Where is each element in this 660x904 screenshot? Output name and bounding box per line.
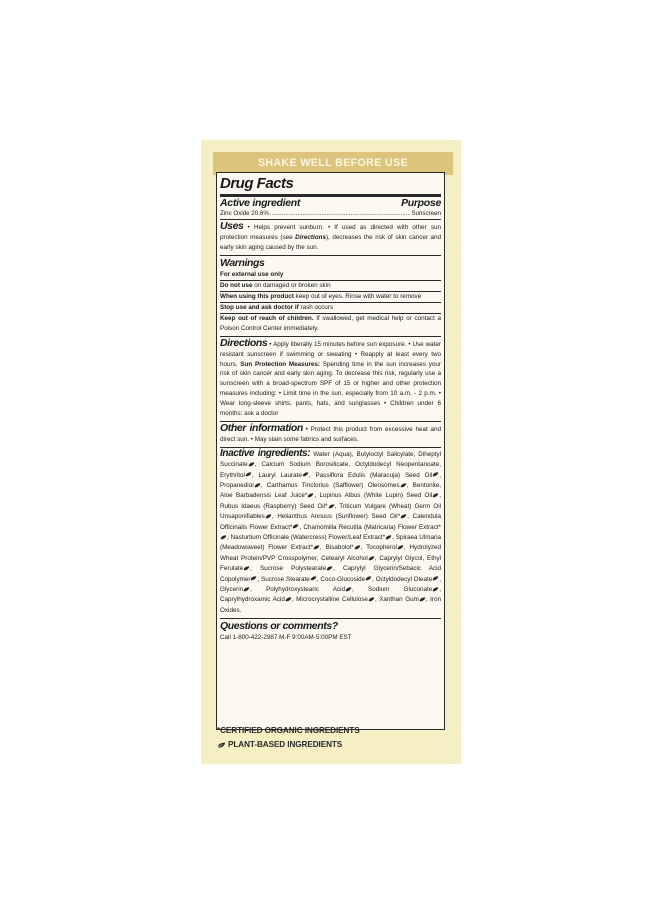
inactive-ingredient: Sucrose Polystearate [259,565,327,573]
package-panel [201,140,461,764]
leaf-icon [265,514,272,519]
inactive-ingredient: Calendula Officinalis Flower Extract* [220,513,442,531]
leaf-icon [368,556,375,561]
inactive-ingredient: Caprylyl Glycol, Ethyl Ferulate [220,554,441,573]
inactive-ingredient: Lupinus Albus (White Lupin) Seed Oil [319,492,433,500]
inactive-separator: , [392,534,396,542]
warning-stop-label: Stop use and ask doctor if [220,303,299,311]
leaf-icon [254,483,261,488]
other-information-section [220,422,441,448]
inactive-separator: , [334,502,340,510]
inactive-ingredient: Lauryl Laurate [258,471,302,479]
directions-text-1: • Apply liberally 15 minutes before sun exposure. • Use water resistant sunscreen if swimming or sweating • Reapply at least every two hours. [220,340,441,368]
inactive-separator: , [333,565,343,573]
active-ingredient-heading: Active ingredient [220,197,301,209]
inactive-ingredient: Carthamus Tinctorius (Safflower) Oleosomes [266,482,400,489]
active-ingredient-line [220,210,441,220]
questions-phone: Call 1-800-422-2987 M-F 9:00AM-5:00PM EST [220,634,352,642]
directions-heading: Directions [220,336,268,349]
footnote-plant-text: PLANT-BASED INGREDIENTS [228,740,343,749]
inactive-separator: , [407,513,413,521]
leaf-icon [248,462,255,467]
inactive-separator: , [260,482,267,489]
active-ingredient-name: Zinc Oxide 20.6% [220,210,269,217]
inactive-ingredient: Calcium Sodium Borosilicate, Octyldodecyl Neopentanoate, Erythritol [220,461,441,479]
warning-do-not-label: Do not use [220,281,253,289]
uses-directions-ref: Directions [295,233,326,241]
inactive-separator: , [352,586,368,594]
inactive-ingredient: Sodium Gluconate [368,586,433,594]
footnote-organic-text: *CERTIFIED ORGANIC INGREDIENTS [217,726,360,735]
leaf-icon [310,576,317,581]
footnote-organic [217,724,360,738]
inactive-ingredient: Triticum Vulgare (Wheat) Germ Oil Unsaponifiables [220,502,441,521]
inactive-separator: , [254,461,262,469]
inactive-ingredient: Polyhydroxystearic Acid [266,586,346,594]
inactive-separator: , [439,492,442,500]
inactive-separator: , [439,575,441,583]
inactive-ingredient: Chamomilla Recutita (Matricaria) Flower Extract* [303,523,441,531]
other-information-text: • Protect this product from excessive heat and direct sun. • May stain some fabrics and surfaces. [220,425,441,443]
directions-text-2: Spending time in the sun increases your risk of skin cancer and early skin aging. To decrease this risk, regularly use a sunscreen with a broad-spectrum SPF of 15 or higher and other protection measures including: • Limit time in the sun, especially from 10 a.m. - 2 p.m. • Wear long-sleeve shirts, pants, hats, and sunglasses • Children under 6 months: ask a doctor [220,360,441,418]
warning-when-label: When using this product [220,292,294,300]
other-information-heading: Other information [220,421,303,434]
ingredient-footnotes [217,724,360,752]
inactive-ingredient: Bisabolol* [325,544,354,552]
leaf-icon [345,587,352,592]
inactive-ingredient: Water (Aqua), Butyloctyl Salicylate, Diheptyl Succinate [220,450,441,469]
inactive-separator: , [314,492,320,500]
inactive-ingredient: Glycerin [220,586,244,594]
leaf-icon [217,742,226,749]
leaf-icon [368,597,375,602]
leaf-icon [400,483,407,488]
warning-external [220,270,441,280]
inactive-separator: , [250,565,260,573]
inactive-separator: , [291,596,297,604]
uses-text-1: • Helps prevent sunburn. • If used as directed with other sun protection measures (see [220,224,441,241]
leaf-icon [302,472,309,477]
inactive-ingredient: Propanediol [220,482,254,489]
inactive-ingredient: Rubus Idaeus (Raspberry) Seed Oil* [220,502,328,510]
inactive-separator: , [372,575,376,583]
sun-protection-label: Sun Protection Measures: [240,360,321,368]
inactive-ingredient: Sucrose Stearate [261,575,310,583]
inactive-separator: , [320,544,326,552]
warning-stop-use [220,302,441,313]
inactive-separator: , [271,513,278,521]
warnings-heading: Warnings [220,256,265,269]
warning-stop-text: rash occurs [298,303,334,311]
leaf-icon [285,597,292,602]
warning-do-not-text: on damaged or broken skin [252,281,331,289]
inactive-separator: , [250,586,267,594]
warning-keep-text: If swallowed, get medical help or contact a Poison Control Center immediately. [220,314,441,332]
inactive-separator: , [251,471,259,479]
leaf-icon [313,545,320,550]
inactive-ingredient: Hydrolyzed Wheat Protein/PVP Crosspolymer, Cetearyl Alcohol [220,544,441,562]
uses-section [220,220,441,256]
inactive-ingredient: Spiraea Ulmaria (Meadowsweet) Flower Extract* [220,534,442,552]
questions-heading: Questions or comments? [220,620,338,633]
inactive-ingredient: Helianthus Annuus (Sunflower) Seed Oil* [277,513,401,521]
inactive-ingredient: Coco-Glucoside [320,575,366,583]
inactive-ingredient: Passiflora Edulis (Maracuja) Seed Oil [315,471,433,479]
inactive-separator: , [227,534,231,542]
inactive-ingredient: Octyldodecyl Oleate [375,575,433,583]
inactive-separator: , [374,596,380,604]
inactive-ingredient: Xanthan Gum [379,596,419,604]
inactive-ingredients-heading: Inactive ingredients: [220,447,311,459]
warning-external-text: For external use only [220,270,284,278]
active-ingredient-purpose: Sunscreen [411,210,441,217]
directions-section [220,337,441,422]
warning-when-using [220,291,441,302]
inactive-separator: , [406,482,413,489]
inactive-separator: , [299,523,304,531]
inactive-separator: , [403,544,410,552]
inactive-ingredient: Nasturtium Officinale (Watercress) Flower/Leaf Extract* [230,534,386,542]
inactive-separator: , [439,471,442,479]
warnings-section [220,256,441,337]
leaf-icon [220,535,227,540]
inactive-ingredient: Bentonite, Aloe Barbadensis Leaf Juice* [220,482,442,500]
inactive-separator: , [374,554,380,562]
inactive-separator: , [425,596,431,604]
leaf-icon [245,472,252,477]
active-ingredient-header [220,197,441,210]
drug-facts-title: Drug Facts [220,175,441,197]
uses-text-2: ), decreases the risk of skin cancer and early skin aging caused by the sun. [220,233,441,251]
questions-section [220,619,441,645]
inactive-ingredient: Iron Oxides. [220,596,441,614]
leaf-icon [354,545,361,550]
footnote-plant-based [217,738,360,752]
uses-heading: Uses [220,220,244,232]
warning-keep-label: Keep out of reach of children. [220,314,314,322]
warning-do-not-use [220,280,441,291]
leaf-icon [419,597,426,602]
inactive-separator: , [257,575,262,583]
inactive-ingredient: Microcrystalline Cellulose [296,596,368,604]
leader-dots [270,210,411,218]
leaf-icon [397,545,404,550]
inactive-ingredient: Tocopherol [366,544,397,552]
inactive-separator: , [308,471,316,479]
leaf-icon [328,504,335,509]
inactive-ingredient: Caprylhydroxamic Acid [220,596,285,604]
drug-facts-panel [216,172,445,730]
purpose-heading: Purpose [401,197,441,209]
inactive-ingredients-section [220,448,441,620]
inactive-separator: , [439,586,442,594]
inactive-ingredient: Caprylyl Glycerin/Sebacic Acid Copolymer [220,565,441,583]
warning-when-text: keep out of eyes. Rinse with water to remove [293,292,422,300]
inactive-ingredients-list [220,451,441,614]
inactive-separator: , [360,544,367,552]
inactive-separator: , [316,575,321,583]
warning-keep-out [220,313,441,336]
shake-banner: SHAKE WELL BEFORE USE [213,152,453,175]
